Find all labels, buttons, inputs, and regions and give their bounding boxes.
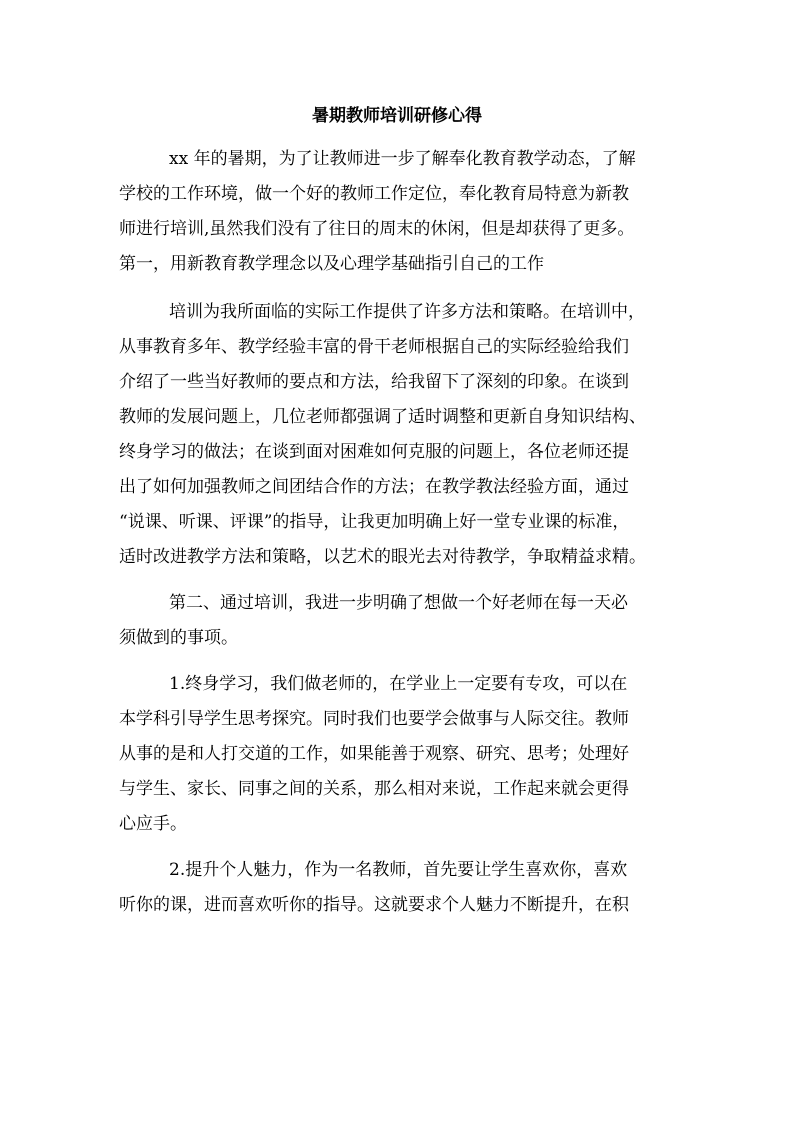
document-title: 暑期教师培训研修心得: [312, 106, 482, 126]
text-line: 出了如何加强教师之间团结合作的方法；在教学教法经验方面，通过: [119, 477, 629, 497]
text-line: 学校的工作环境，做一个好的教师工作定位，奉化教育局特意为新教: [119, 184, 629, 204]
text-line: “说课、听课、评课”的指导，让我更加明确上好一堂专业课的标准，: [119, 512, 630, 532]
text-line: 从事的是和人打交道的工作，如果能善于观察、研究、思考；处理好: [119, 744, 629, 764]
text-line: 培训为我所面临的实际工作提供了许多方法和策略。在培训中，: [169, 302, 645, 322]
text-line: 从事教育多年、教学经验丰富的骨干老师根据自己的实际经验给我们: [119, 337, 629, 357]
text-line: 2.提升个人魅力，作为一名教师，首先要让学生喜欢你，喜欢: [169, 860, 628, 880]
text-line: 本学科引导学生思考探究。同时我们也要学会做事与人际交往。教师: [119, 709, 629, 729]
text-line: 听你的课，进而喜欢听你的指导。这就要求个人魅力不断提升，在积: [119, 895, 629, 915]
section-heading: 第一，用新教育教学理念以及心理学基础指引自己的工作: [119, 254, 544, 274]
text-line: 须做到的事项。: [119, 628, 238, 648]
text-line: 介绍了一些当好教师的要点和方法，给我留下了深刻的印象。在谈到: [119, 372, 629, 392]
text-line: 终身学习的做法；在谈到面对困难如何克服的问题上，各位老师还提: [119, 442, 629, 462]
text-line: 第二、通过培训，我进一步明确了想做一个好老师在每一天必: [169, 593, 628, 613]
text-line: 教师的发展问题上，几位老师都强调了适时调整和更新自身知识结构、: [119, 407, 646, 427]
text-line: 适时改进教学方法和策略，以艺术的眼光去对待教学，争取精益求精。: [119, 547, 646, 567]
text-line: 心应手。: [119, 814, 187, 834]
text-line: 师进行培训,虽然我们没有了往日的周末的休闲，但是却获得了更多。: [119, 219, 635, 239]
text-line: 1.终身学习，我们做老师的，在学业上一定要有专攻，可以在: [169, 674, 628, 694]
text-line: 与学生、家长、同事之间的关系，那么相对来说，工作起来就会更得: [119, 779, 629, 799]
text-line: xx 年的暑期，为了让教师进一步了解奉化教育教学动态，了解: [169, 149, 636, 169]
